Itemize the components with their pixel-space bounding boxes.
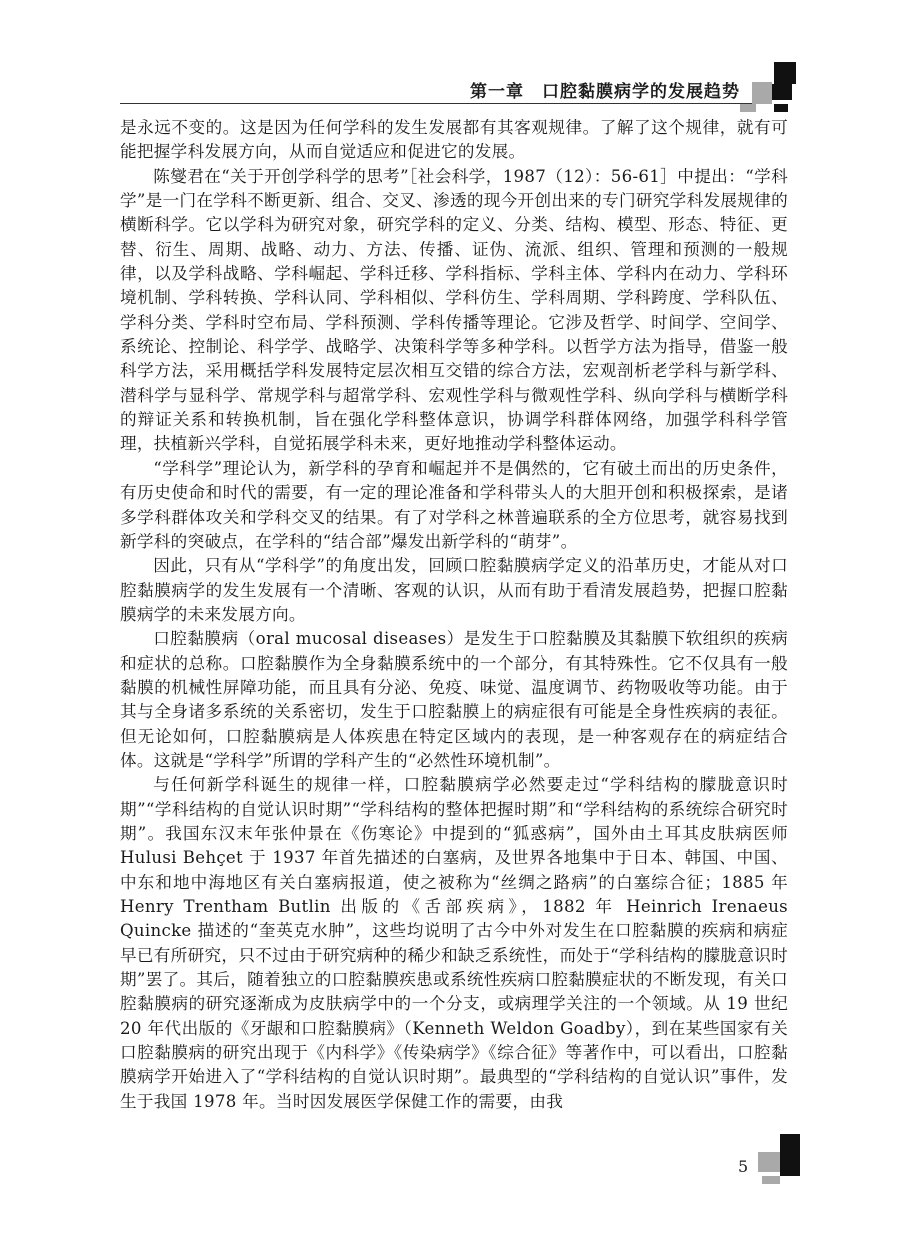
paragraph: 是永远不变的。这是因为任何学科的发生发展都有其客观规律。了解了这个规律，就有可能把握学科发展方向，从而自觉适应和促进它的发展。 [120, 118, 788, 162]
corner-square-grey [758, 1152, 780, 1172]
corner-square-grey [762, 1176, 780, 1184]
paragraph: 口腔黏膜病（oral mucosal diseases）是发生于口腔黏膜及其黏膜下软组织的疾病和症状的总称。口腔黏膜作为全身黏膜系统中的一个部分，有其特殊性。它不仅具有一般黏膜的机械性屏障功能，而且具有分泌、免疫、味觉、温度调节、药物吸收等功能。由于其与全身诸多系统的关系密切，发生于口腔黏膜上的病症很有可能是全身性疾病的表征。但无论如何，口腔黏膜病是人体疾患在特定区域内的表现，是一种客观存在的病症结合体。这就是“学科学”所谓的学科产生的“必然性环境机制”。 [120, 629, 788, 770]
corner-square-dark [772, 84, 792, 100]
paragraph: 陈燮君在“关于开创学科学的思考”［社会科学，1987（12）：56-61］中提出：“学科学”是一门在学科不断更新、组合、交叉、渗透的现今开创出来的专门研究学科发展规律的横断科学。它以学科为研究对象，研究学科的定义、分类、结构、模型、形态、特征、更替、衍生、周期、战略、动力、方法、传播、证伪、流派、组织、管理和预测的一般规律，以及学科战略、学科崛起、学科迁移、学科指标、学科主体、学科内在动力、学科环境机制、学科转换、学科认同、学科相似、学科仿生、学科周期、学科跨度、学科队伍、学科分类、学科时空布局、学科预测、学科传播等理论。它涉及哲学、时间学、空间学、系统论、控制论、科学学、战略学、决策科学等多种学科。以哲学方法为指导，借鉴一般科学方法，采用概括学科发展特定层次相互交错的综合方法，宏观剖析老学科与新学科、潜科学与显科学、常规学科与超常学科、宏观性学科与微观性学科、纵向学科与横断学科的辩证关系和转换机制，旨在强化学科整体意识，协调学科群体网络，加强学科科学管理，扶植新兴学科，自觉拓展学科未来，更好地推动学科整体运动。 [120, 166, 788, 454]
chapter-title: 第一章 口腔黏膜病学的发展趋势 [470, 82, 740, 102]
paragraph: “学科学”理论认为，新学科的孕育和崛起并不是偶然的，它有破土而出的历史条件，有历史使命和时代的需要，有一定的理论准备和学科带头人的大胆开创和积极探索，是诸多学科群体攻关和学科交叉的结果。有了对学科之林普遍联系的全方位思考，就容易找到新学科的突破点，在学科的“结合部”爆发出新学科的“萌芽”。 [120, 458, 788, 551]
paragraph: 因此，只有从“学科学”的角度出发，回顾口腔黏膜病学定义的沿革历史，才能从对口腔黏膜病学的发生发展有一个清晰、客观的认识，从而有助于看清发展趋势，把握口腔黏膜病学的未来发展方向。 [120, 556, 788, 624]
corner-square-dark [774, 104, 788, 112]
corner-square-grey [752, 82, 772, 104]
corner-square-grey [740, 104, 756, 112]
page-number: 5 [738, 1157, 749, 1176]
corner-square-dark [774, 62, 796, 84]
corner-square-dark [780, 1134, 800, 1152]
paragraph: 与任何新学科诞生的规律一样，口腔黏膜病学必然要走过“学科结构的朦胧意识时期”“学科结构的自觉认识时期”“学科结构的整体把握时期”和“学科结构的系统综合研究时期”。我国东汉末年张仲景在《伤寒论》中提到的“狐惑病”，国外由土耳其皮肤病医师 Hulusi Behçet 于 1937 年首先描述的白塞病，及世界各地集中于日本、韩国、中国、中东和地中海地区有关白塞病报道，使之被称为“丝绸之路病”的白塞综合征；1885 年 Henry Trentham Butlin 出版的《舌部疾病》，1882 年 Heinrich Irenaeus Quincke 描述的“奎英克水肿”，这些均说明了古今中外对发生在口腔黏膜的疾病和病症早已有所研究，只不过由于研究病种的稀少和缺乏系统性，而处于“学科结构的朦胧意识时期”罢了。其后，随着独立的口腔黏膜疾患或系统性疾病口腔黏膜症状的不断发现，有关口腔黏膜病的研究逐渐成为皮肤病学中的一个分支，或病理学关注的一个领域。从 19 世纪 20 年代出版的《牙龈和口腔黏膜病》（Kenneth Weldon Goadby），到在某些国家有关口腔黏膜病的研究出现于《内科学》《传染病学》《综合征》等著作中，可以看出，口腔黏膜病学开始进入了“学科结构的自觉认识时期”。最典型的“学科结构的自觉认识”事件，发生于我国 1978 年。当时因发展医学保健工作的需要，由我 [120, 775, 788, 1111]
corner-square-dark [780, 1152, 800, 1176]
page-body [120, 116, 788, 1114]
header-rule [120, 103, 760, 104]
